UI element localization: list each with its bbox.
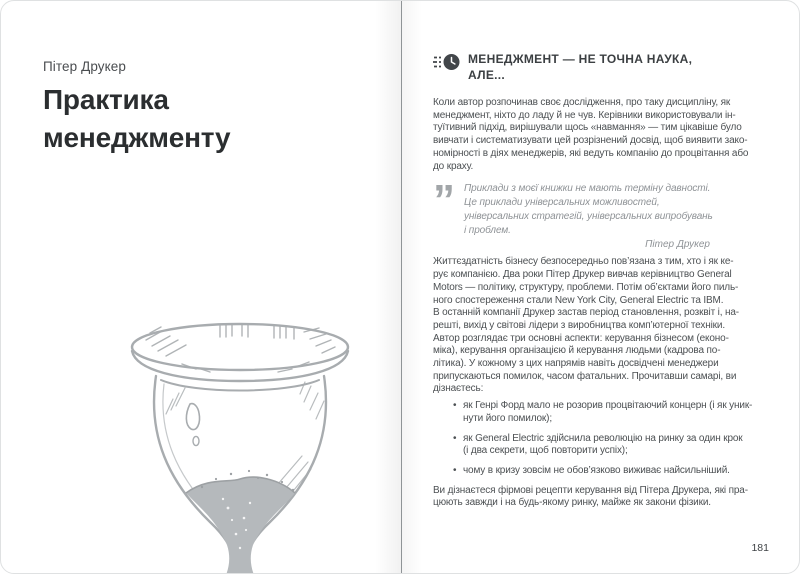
right-page [401,1,800,574]
paragraph-intro: Коли автор розпочинав своє дослідження, про таку дисципліну, як менеджмент, ніхто до ладу й не чув. Керівники використовували ін- туїтивний підхід, вирішували щось «навмання» — тим цікавіше було вивчати і систематизувати цей розрізнений досвід, щоб виявити зако- номірності в діях менеджерів, які ведуть компанію до процвітання або до краху. [433,97,749,172]
hourglass-sketch-icon [128,320,352,574]
list-item [433,465,770,478]
gutter-shadow-left [375,1,401,573]
list-item [433,400,770,425]
list-item-text: як General Electric здійснила революцію на ринку за один крок (і два секрети, щоб повторити успіх); [463,432,743,457]
quote-text: Приклади з моєї книжки не мають терміну давності. Це приклади універсальних можливостей, універсальних стратегій, універсальних випробувань і проблем. [464,183,713,236]
book-title: Практика менеджменту [43,84,231,153]
bullet-icon: • [453,432,457,444]
list-item-text: як Генрі Форд мало не розорив процвітаючий концерн (і як уник- нути його помилок); [463,400,753,424]
bullet-icon: • [453,464,457,476]
book-author: Пітер Друкер [43,59,127,74]
quote-attribution: Пітер Друкер [645,239,710,251]
right-page-content [433,51,770,510]
hourglass-illustration [128,320,352,574]
quotation-mark-icon: ” [433,176,455,226]
paragraph-body: Життєздатність бізнесу безпосередньо пов’язана з тим, хто і як ке- рує компанією. Два роки Пітер Друкер вивчав керівництво General Motors — політику, структуру, проблеми. Потім об’єктами його пиль- ного спостереження стали New York City, General Electric та IBM. В останній компанії Друкер застав період становлення, розквіт і, на- решті, вихід у світові лідери з виробництва комп’ютерної техніки. Автор розглядає три основні аспекти: керування бізнесом (еконо- міка), керування організацією й керування людьми (кадрова по- літика). У кожному з цих напрямів навіть досвідчені менеджери припускаються помилок, часом фатальних. Прочитавши самарі, ви дізнаєтесь: [433,256,739,395]
page-number: 181 [751,542,769,554]
quote-block [433,176,770,251]
left-page [1,1,401,574]
paragraph-closing: Ви дізнаєтеся фірмові рецепти керування від Пітера Друкера, які пра- цюють завжди і на будь-якому ринку, майже як закони фізики. [433,484,748,509]
list-item-text: чому в кризу зовсім не обов’язково виживає найсильніший. [463,464,730,476]
list-item [433,433,770,458]
speed-clock-icon [433,52,461,77]
section-heading-row [433,51,770,83]
bullet-list [433,400,770,478]
section-heading: МЕНЕДЖМЕНТ — НЕ ТОЧНА НАУКА, АЛЕ... [468,52,693,82]
bullet-icon: • [453,400,457,412]
